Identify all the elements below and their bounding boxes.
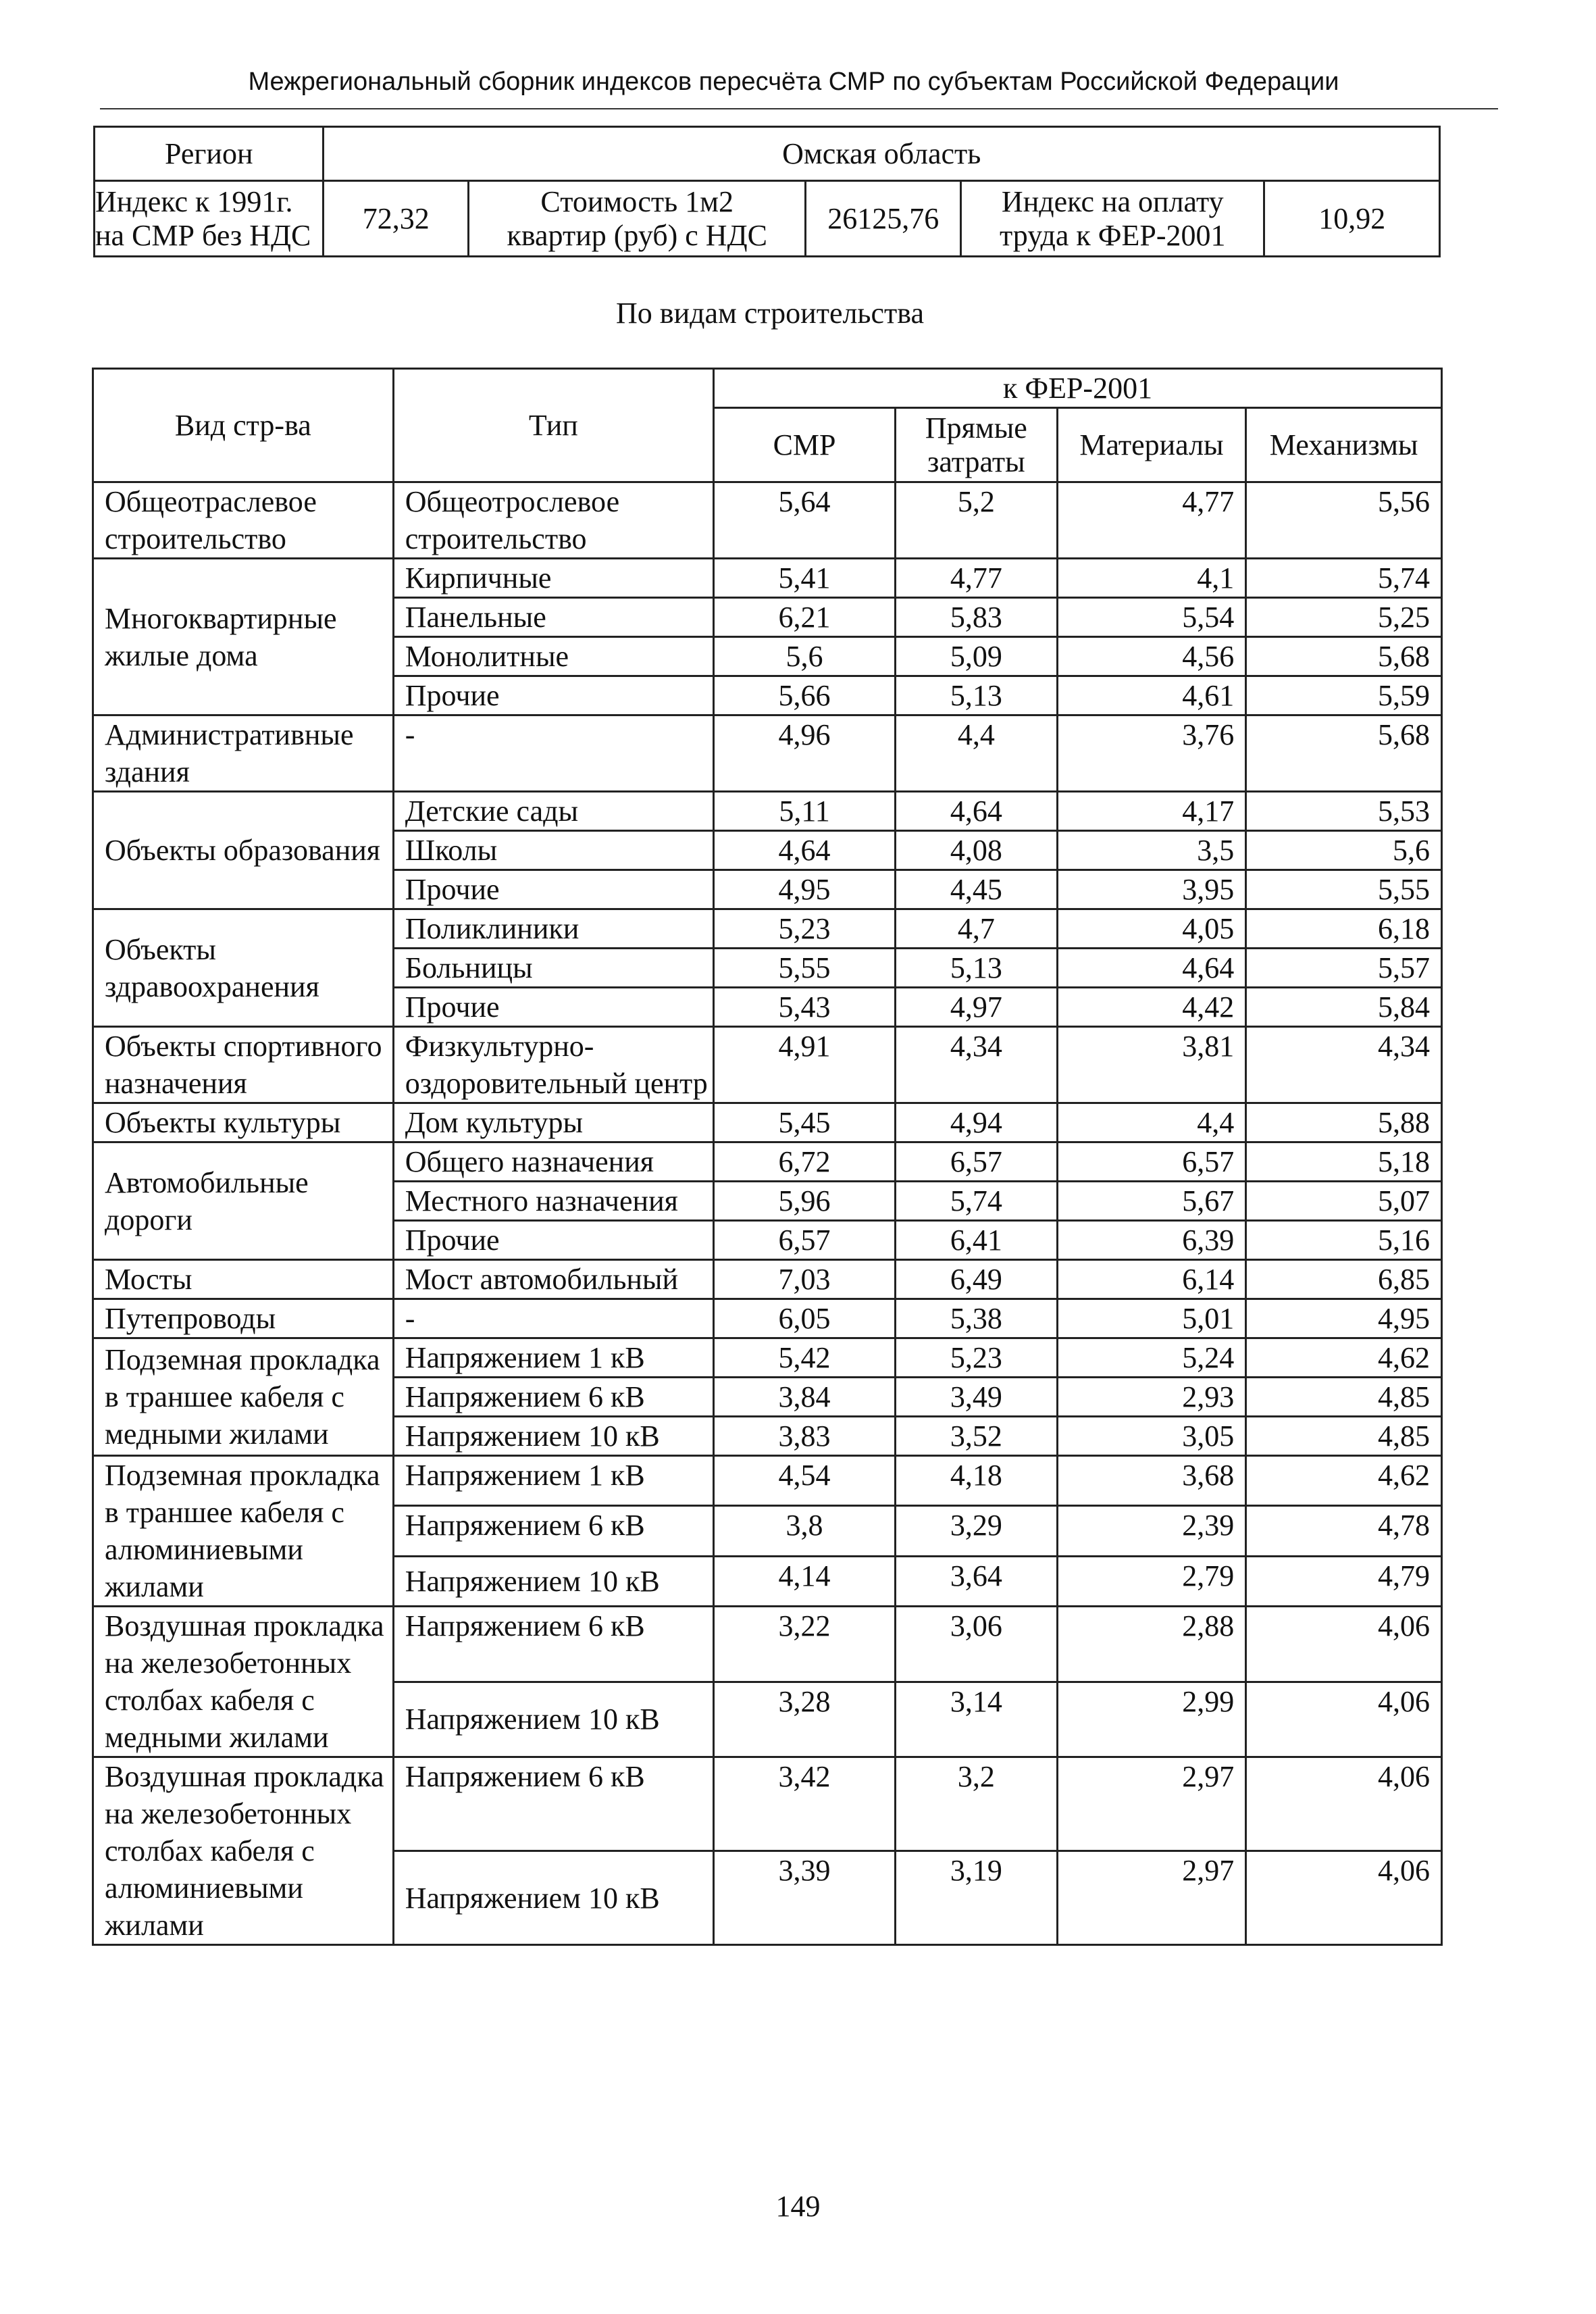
construction-type: Напряжением 6 кВ	[393, 1757, 713, 1851]
header-machines: Механизмы	[1246, 408, 1442, 482]
labor-index-value: 10,92	[1264, 181, 1440, 257]
value-materials: 2,39	[1057, 1506, 1246, 1556]
value-materials: 5,54	[1057, 598, 1246, 637]
value-direct: 4,45	[896, 870, 1058, 909]
value-direct: 4,64	[896, 792, 1058, 831]
index-table	[92, 368, 1443, 1946]
value-direct: 5,13	[896, 676, 1058, 715]
value-smr: 3,83	[714, 1417, 896, 1456]
value-direct: 4,34	[896, 1027, 1058, 1103]
value-direct: 3,14	[896, 1682, 1058, 1757]
value-direct: 6,49	[896, 1260, 1058, 1299]
value-smr: 5,96	[714, 1182, 896, 1221]
value-machines: 5,59	[1246, 676, 1442, 715]
value-materials: 4,17	[1057, 792, 1246, 831]
value-materials: 2,97	[1057, 1851, 1246, 1945]
cost-label: Стоимость 1м2 квартир (руб) с НДС	[469, 181, 806, 257]
value-direct: 4,77	[896, 559, 1058, 598]
value-machines: 5,16	[1246, 1221, 1442, 1260]
construction-kind: Объекты здравоохранения	[93, 909, 394, 1027]
table-row	[93, 482, 1442, 559]
construction-type: Прочие	[393, 870, 713, 909]
table-row	[93, 1299, 1442, 1338]
value-smr: 6,05	[714, 1299, 896, 1338]
value-smr: 4,14	[714, 1556, 896, 1606]
construction-type: Напряжением 10 кВ	[393, 1851, 713, 1945]
table-row	[93, 1607, 1442, 1682]
value-direct: 3,52	[896, 1417, 1058, 1456]
value-smr: 5,43	[714, 988, 896, 1027]
value-machines: 5,53	[1246, 792, 1442, 831]
construction-type: Напряжением 10 кВ	[393, 1682, 713, 1757]
value-materials: 2,97	[1057, 1757, 1246, 1851]
construction-type: Напряжением 1 кВ	[393, 1456, 713, 1506]
value-machines: 4,06	[1246, 1682, 1442, 1757]
value-machines: 5,88	[1246, 1103, 1442, 1142]
construction-kind: Многоквартирные жилые дома	[93, 559, 394, 715]
value-direct: 4,08	[896, 831, 1058, 870]
value-smr: 4,95	[714, 870, 896, 909]
header-direct: Прямые затраты	[896, 408, 1058, 482]
value-materials: 4,56	[1057, 637, 1246, 676]
construction-kind: Подземная прокладка в траншее кабеля с медными жилами	[93, 1338, 394, 1456]
value-smr: 5,64	[714, 482, 896, 559]
value-machines: 5,6	[1246, 831, 1442, 870]
value-direct: 3,29	[896, 1506, 1058, 1556]
construction-type: Монолитные	[393, 637, 713, 676]
table-row	[93, 1027, 1442, 1103]
table-row	[93, 1757, 1442, 1851]
construction-type: Мост автомобильный	[393, 1260, 713, 1299]
value-direct: 4,94	[896, 1103, 1058, 1142]
running-header: Межрегиональный сборник индексов пересчёта СМР по субъектам Российской Федерации	[248, 68, 1339, 96]
header-type: Тип	[393, 369, 713, 482]
construction-type: Кирпичные	[393, 559, 713, 598]
construction-kind: Воздушная прокладка на железобетонных столбах кабеля с алюминиевыми жилами	[93, 1757, 394, 1945]
table-body	[93, 482, 1442, 1945]
value-materials: 4,77	[1057, 482, 1246, 559]
value-machines: 6,85	[1246, 1260, 1442, 1299]
value-materials: 6,39	[1057, 1221, 1246, 1260]
region-label: Регион	[95, 127, 324, 181]
construction-kind: Мосты	[93, 1260, 394, 1299]
region-table	[93, 126, 1441, 257]
value-smr: 4,91	[714, 1027, 896, 1103]
construction-type: Школы	[393, 831, 713, 870]
value-smr: 5,41	[714, 559, 896, 598]
value-smr: 3,28	[714, 1682, 896, 1757]
value-machines: 5,18	[1246, 1142, 1442, 1182]
table-row	[93, 1103, 1442, 1142]
construction-kind: Объекты спортивного назначения	[93, 1027, 394, 1103]
value-materials: 6,14	[1057, 1260, 1246, 1299]
value-smr: 6,21	[714, 598, 896, 637]
table-row	[93, 1142, 1442, 1182]
construction-type: -	[393, 715, 713, 792]
value-machines: 4,06	[1246, 1851, 1442, 1945]
construction-type: -	[393, 1299, 713, 1338]
value-direct: 5,23	[896, 1338, 1058, 1378]
header-rule	[100, 108, 1498, 109]
value-machines: 5,56	[1246, 482, 1442, 559]
value-machines: 5,74	[1246, 559, 1442, 598]
construction-type: Прочие	[393, 988, 713, 1027]
construction-type: Дом культуры	[393, 1103, 713, 1142]
value-direct: 3,19	[896, 1851, 1058, 1945]
value-direct: 6,41	[896, 1221, 1058, 1260]
construction-type: Напряжением 6 кВ	[393, 1607, 713, 1682]
construction-type: Напряжением 10 кВ	[393, 1556, 713, 1606]
header-kind: Вид стр-ва	[93, 369, 394, 482]
value-smr: 3,84	[714, 1378, 896, 1417]
value-smr: 6,72	[714, 1142, 896, 1182]
table-row	[93, 715, 1442, 792]
value-smr: 5,42	[714, 1338, 896, 1378]
value-materials: 3,5	[1057, 831, 1246, 870]
table-row	[93, 1338, 1442, 1378]
value-smr: 3,22	[714, 1607, 896, 1682]
construction-type: Поликлиники	[393, 909, 713, 949]
construction-kind: Административные здания	[93, 715, 394, 792]
value-machines: 4,79	[1246, 1556, 1442, 1606]
value-materials: 2,88	[1057, 1607, 1246, 1682]
value-smr: 4,96	[714, 715, 896, 792]
value-machines: 5,84	[1246, 988, 1442, 1027]
value-materials: 4,61	[1057, 676, 1246, 715]
value-smr: 5,11	[714, 792, 896, 831]
value-machines: 4,62	[1246, 1338, 1442, 1378]
value-direct: 5,38	[896, 1299, 1058, 1338]
value-smr: 3,39	[714, 1851, 896, 1945]
value-materials: 5,01	[1057, 1299, 1246, 1338]
header-materials: Материалы	[1057, 408, 1246, 482]
value-direct: 5,09	[896, 637, 1058, 676]
construction-kind: Путепроводы	[93, 1299, 394, 1338]
construction-kind: Объекты образования	[93, 792, 394, 909]
value-direct: 5,83	[896, 598, 1058, 637]
value-smr: 4,64	[714, 831, 896, 870]
value-smr: 5,66	[714, 676, 896, 715]
header-group: к ФЕР-2001	[714, 369, 1442, 408]
value-materials: 6,57	[1057, 1142, 1246, 1182]
value-smr: 5,55	[714, 949, 896, 988]
value-machines: 5,07	[1246, 1182, 1442, 1221]
construction-type: Общего назначения	[393, 1142, 713, 1182]
value-machines: 4,85	[1246, 1378, 1442, 1417]
value-machines: 4,62	[1246, 1456, 1442, 1506]
header-smr: СМР	[714, 408, 896, 482]
cost-value: 26125,76	[806, 181, 961, 257]
value-machines: 4,95	[1246, 1299, 1442, 1338]
value-machines: 5,68	[1246, 637, 1442, 676]
value-machines: 5,57	[1246, 949, 1442, 988]
value-direct: 3,64	[896, 1556, 1058, 1606]
value-materials: 3,81	[1057, 1027, 1246, 1103]
value-direct: 4,4	[896, 715, 1058, 792]
index-1991-label: Индекс к 1991г. на СМР без НДС	[95, 181, 324, 257]
value-direct: 4,7	[896, 909, 1058, 949]
construction-kind: Подземная прокладка в траншее кабеля с алюминиевыми жилами	[93, 1456, 394, 1607]
construction-type: Прочие	[393, 1221, 713, 1260]
value-direct: 4,18	[896, 1456, 1058, 1506]
index-1991-value: 72,32	[324, 181, 469, 257]
page-number: 149	[775, 2190, 821, 2223]
construction-kind: Автомобильные дороги	[93, 1142, 394, 1260]
value-direct: 6,57	[896, 1142, 1058, 1182]
value-direct: 3,2	[896, 1757, 1058, 1851]
value-machines: 4,34	[1246, 1027, 1442, 1103]
value-direct: 4,97	[896, 988, 1058, 1027]
value-direct: 5,74	[896, 1182, 1058, 1221]
construction-type: Панельные	[393, 598, 713, 637]
value-materials: 4,42	[1057, 988, 1246, 1027]
value-machines: 4,78	[1246, 1506, 1442, 1556]
construction-type: Детские сады	[393, 792, 713, 831]
value-direct: 3,06	[896, 1607, 1058, 1682]
labor-index-label: Индекс на оплату труда к ФЕР-2001	[961, 181, 1264, 257]
value-machines: 5,25	[1246, 598, 1442, 637]
value-direct: 5,2	[896, 482, 1058, 559]
value-smr: 4,54	[714, 1456, 896, 1506]
table-row	[93, 1260, 1442, 1299]
value-machines: 4,06	[1246, 1607, 1442, 1682]
value-smr: 7,03	[714, 1260, 896, 1299]
value-machines: 5,55	[1246, 870, 1442, 909]
table-row	[93, 909, 1442, 949]
value-materials: 3,05	[1057, 1417, 1246, 1456]
value-materials: 4,64	[1057, 949, 1246, 988]
construction-type: Физкультурно-оздоровительный центр	[393, 1027, 713, 1103]
value-materials: 4,4	[1057, 1103, 1246, 1142]
value-machines: 4,06	[1246, 1757, 1442, 1851]
construction-type: Напряжением 10 кВ	[393, 1417, 713, 1456]
construction-type: Напряжением 1 кВ	[393, 1338, 713, 1378]
region-value: Омская область	[324, 127, 1440, 181]
construction-kind: Воздушная прокладка на железобетонных столбах кабеля с медными жилами	[93, 1607, 394, 1757]
value-machines: 4,85	[1246, 1417, 1442, 1456]
value-materials: 5,24	[1057, 1338, 1246, 1378]
value-smr: 5,45	[714, 1103, 896, 1142]
value-materials: 2,99	[1057, 1682, 1246, 1757]
construction-kind: Объекты культуры	[93, 1103, 394, 1142]
value-direct: 3,49	[896, 1378, 1058, 1417]
construction-type: Больницы	[393, 949, 713, 988]
value-materials: 2,93	[1057, 1378, 1246, 1417]
value-smr: 3,42	[714, 1757, 896, 1851]
table-row	[93, 1456, 1442, 1506]
section-subtitle: По видам строительства	[616, 297, 924, 330]
construction-kind: Общеотраслевое строительство	[93, 482, 394, 559]
value-materials: 2,79	[1057, 1556, 1246, 1606]
construction-type: Напряжением 6 кВ	[393, 1378, 713, 1417]
value-materials: 4,05	[1057, 909, 1246, 949]
value-machines: 5,68	[1246, 715, 1442, 792]
value-smr: 3,8	[714, 1506, 896, 1556]
construction-type: Местного назначения	[393, 1182, 713, 1221]
construction-type: Прочие	[393, 676, 713, 715]
value-materials: 3,95	[1057, 870, 1246, 909]
construction-type: Напряжением 6 кВ	[393, 1506, 713, 1556]
table-row	[93, 559, 1442, 598]
value-materials: 3,76	[1057, 715, 1246, 792]
value-smr: 5,23	[714, 909, 896, 949]
value-materials: 4,1	[1057, 559, 1246, 598]
value-materials: 3,68	[1057, 1456, 1246, 1506]
construction-type: Общеотрослевое строительство	[393, 482, 713, 559]
value-smr: 5,6	[714, 637, 896, 676]
value-machines: 6,18	[1246, 909, 1442, 949]
value-direct: 5,13	[896, 949, 1058, 988]
table-row	[93, 792, 1442, 831]
value-smr: 6,57	[714, 1221, 896, 1260]
value-materials: 5,67	[1057, 1182, 1246, 1221]
